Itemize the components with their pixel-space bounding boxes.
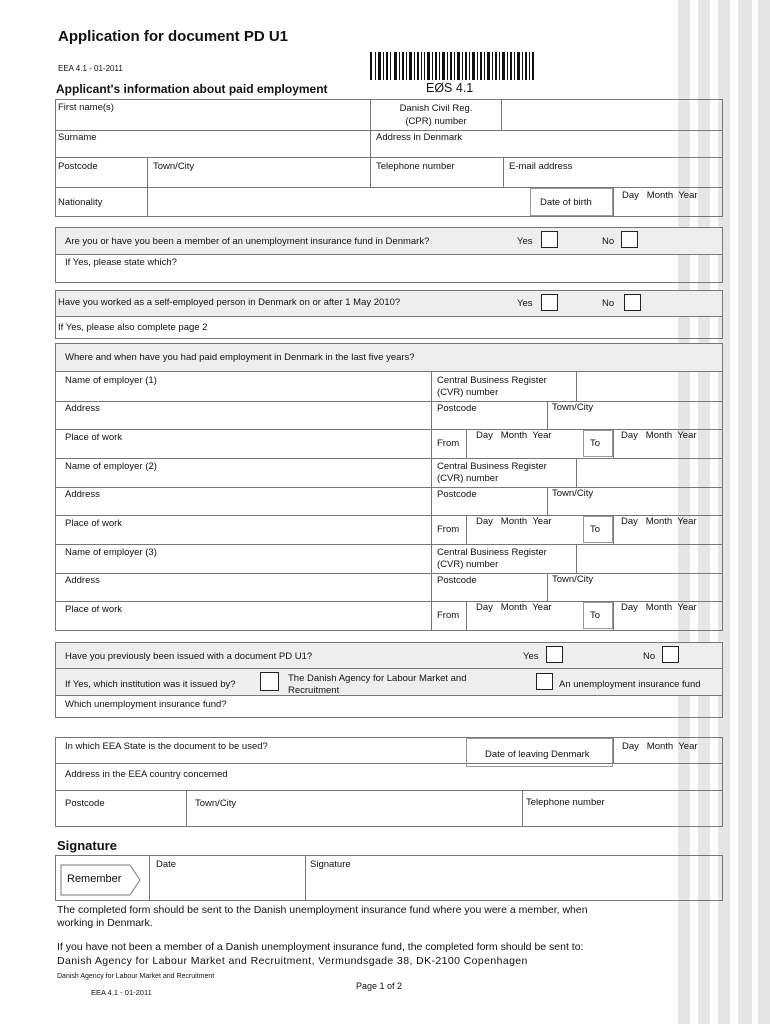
which-institution-label: If Yes, which institution was it issued by? xyxy=(65,679,236,690)
employer-3-cvr-label xyxy=(437,547,547,571)
self-employed-no-label: No xyxy=(602,298,615,309)
first-names-field[interactable] xyxy=(148,100,368,128)
leaving-dmy-label: Day Month Year xyxy=(622,741,698,752)
employer-1-address-label: Address xyxy=(65,403,100,414)
footer-note-1-line2: working in Denmark. xyxy=(57,917,153,929)
employer-2-to-label: To xyxy=(590,524,601,535)
cpr-label-line1: Danish Civil Reg. xyxy=(399,103,473,114)
employer-1-place-label: Place of work xyxy=(65,432,123,443)
footer-note-2-line2: Danish Agency for Labour Market and Recruitment, Vermundsgade 38, DK-2100 Copenhagen xyxy=(57,955,528,967)
employer-2-cvr-line1: Central Business Register xyxy=(437,461,547,472)
employer-1-town-label: Town/City xyxy=(552,402,594,413)
self-employed-question: Have you worked as a self-employed person in Denmark on or after 1 May 2010? xyxy=(58,297,401,308)
employer-3-name-label: Name of employer (3) xyxy=(65,547,157,558)
employer-3-cvr-line2: (CVR) number xyxy=(437,559,499,570)
eea-postcode-label: Postcode xyxy=(65,798,105,809)
section-title: Applicant's information about paid employment xyxy=(56,82,328,96)
employer-3-from-dmy: Day Month Year xyxy=(476,602,552,613)
previous-yes-label: Yes xyxy=(523,651,539,662)
previous-no-label: No xyxy=(643,651,656,662)
eea-town-label: Town/City xyxy=(195,798,237,809)
employer-1-cvr-label xyxy=(437,375,547,399)
employer-2-cvr-line2: (CVR) number xyxy=(437,473,499,484)
dob-dmy-label: Day Month Year xyxy=(622,190,698,201)
employer-2-place-label: Place of work xyxy=(65,518,123,529)
employer-3-from-label: From xyxy=(437,610,460,621)
address-dk-label: Address in Denmark xyxy=(376,132,463,143)
unemployment-yes-label: Yes xyxy=(517,236,533,247)
which-fund-label: Which unemployment insurance fund? xyxy=(65,699,227,710)
postcode-label: Postcode xyxy=(58,161,98,172)
employer-2-postcode-label: Postcode xyxy=(437,489,477,500)
town-label: Town/City xyxy=(153,161,195,172)
employer-3-to-label: To xyxy=(590,610,601,621)
self-employed-followup: If Yes, please also complete page 2 xyxy=(58,322,208,333)
nationality-label: Nationality xyxy=(58,197,103,208)
footer-code: EEA 4.1 - 01-2011 xyxy=(91,988,152,997)
previous-question: Have you previously been issued with a document PD U1? xyxy=(65,651,313,662)
employer-3-town-label: Town/City xyxy=(552,574,594,585)
barcode-label: EØS 4.1 xyxy=(426,81,474,95)
footer-note-2-line1: If you have not been a member of a Danish unemployment insurance fund, the completed form should be sent to: xyxy=(57,941,584,953)
employer-2-from-dmy: Day Month Year xyxy=(476,516,552,527)
footer-note-1-line1: The completed form should be sent to the Danish unemployment insurance fund where you were a member, when xyxy=(57,904,588,916)
agency-option-label xyxy=(288,673,467,697)
footer-note-1 xyxy=(57,904,588,930)
signature-label: Signature xyxy=(310,859,351,870)
employer-3-place-label: Place of work xyxy=(65,604,123,615)
employer-1-from-label: From xyxy=(437,438,460,449)
employment-question: Where and when have you had paid employment in Denmark in the last five years? xyxy=(65,352,415,363)
telephone-label: Telephone number xyxy=(376,161,455,172)
cpr-label xyxy=(372,102,500,128)
eea-address-label: Address in the EEA country concerned xyxy=(65,769,228,780)
employer-3-address-label: Address xyxy=(65,575,100,586)
agency-option-line1: The Danish Agency for Labour Market and xyxy=(288,673,467,684)
employer-2-to-dmy: Day Month Year xyxy=(621,516,697,527)
signature-date-label: Date xyxy=(156,859,177,870)
footer-note-2 xyxy=(57,940,583,968)
fund-checkbox[interactable] xyxy=(536,673,553,690)
employer-1-cvr-line2: (CVR) number xyxy=(437,387,499,398)
leaving-denmark-label: Date of leaving Denmark xyxy=(485,749,590,760)
agency-option-line2: Recruitment xyxy=(288,685,340,696)
employer-2-town-label: Town/City xyxy=(552,488,594,499)
unemployment-followup: If Yes, please state which? xyxy=(65,257,177,268)
employer-1-name-label: Name of employer (1) xyxy=(65,375,157,386)
footer-agency: Danish Agency for Labour Market and Recruitment xyxy=(57,973,215,980)
self-employed-yes-label: Yes xyxy=(517,298,533,309)
previous-no-checkbox[interactable] xyxy=(662,646,679,663)
unemployment-no-label: No xyxy=(602,236,615,247)
eea-question: In which EEA State is the document to be used? xyxy=(65,741,268,752)
employer-2-address-label: Address xyxy=(65,489,100,500)
unemployment-no-checkbox[interactable] xyxy=(621,231,638,248)
employer-1-postcode-label: Postcode xyxy=(437,403,477,414)
first-names-label: First name(s) xyxy=(58,102,114,113)
unemployment-question: Are you or have you been a member of an unemployment insurance fund in Denmark? xyxy=(65,236,430,247)
cpr-field[interactable] xyxy=(503,100,721,128)
email-label: E-mail address xyxy=(509,161,573,172)
page-number: Page 1 of 2 xyxy=(356,981,403,991)
remember-label: Remember xyxy=(67,873,122,885)
employer-3-to-dmy: Day Month Year xyxy=(621,602,697,613)
employer-2-cvr-label xyxy=(437,461,547,485)
employer-1-from-dmy: Day Month Year xyxy=(476,430,552,441)
surname-label: Surname xyxy=(58,132,97,143)
employer-2-name-label: Name of employer (2) xyxy=(65,461,157,472)
form-title: Application for document PD U1 xyxy=(58,28,289,45)
unemployment-yes-checkbox[interactable] xyxy=(541,231,558,248)
signature-date-field[interactable] xyxy=(151,872,303,899)
cpr-label-line2: (CPR) number xyxy=(405,116,467,127)
agency-checkbox[interactable] xyxy=(260,672,279,691)
employer-2-from-label: From xyxy=(437,524,460,535)
employer-3-cvr-line1: Central Business Register xyxy=(437,547,547,558)
signature-heading: Signature xyxy=(57,838,117,853)
employer-1-to-dmy: Day Month Year xyxy=(621,430,697,441)
employer-3-postcode-label: Postcode xyxy=(437,575,477,586)
eea-telephone-label: Telephone number xyxy=(526,797,605,808)
signature-field[interactable] xyxy=(307,872,721,899)
fund-option-label: An unemployment insurance fund xyxy=(559,679,701,690)
employer-1-to-label: To xyxy=(590,438,601,449)
previous-yes-checkbox[interactable] xyxy=(546,646,563,663)
dob-label: Date of birth xyxy=(540,197,592,208)
form-code: EEA 4.1 - 01-2011 xyxy=(58,64,123,73)
self-employed-yes-checkbox[interactable] xyxy=(541,294,558,311)
employer-1-cvr-line1: Central Business Register xyxy=(437,375,547,386)
self-employed-no-checkbox[interactable] xyxy=(624,294,641,311)
